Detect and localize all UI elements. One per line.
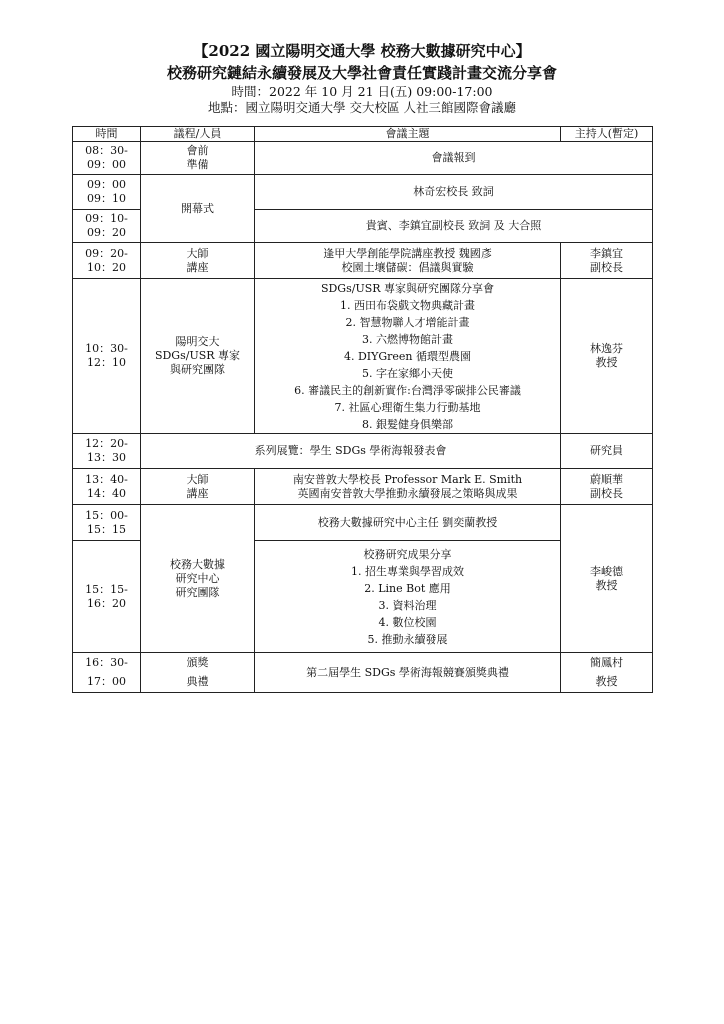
session-cell: 大師 講座 [141, 243, 255, 279]
header-session: 議程/人員 [141, 127, 255, 142]
table-row [73, 653, 653, 693]
time-cell: 10：30- 12：10 [73, 279, 141, 434]
topic-cell: 校務大數據研究中心主任 劉奕蘭教授 [255, 505, 561, 541]
document-header [0, 40, 724, 116]
session-cell: 頒獎 典禮 [141, 653, 255, 693]
session-cell: 大師 講座 [141, 469, 255, 505]
time-line: 時間：2022 年 10 月 21 日(五) 09:00-17:00 [231, 84, 493, 99]
header-topic: 會議主題 [255, 127, 561, 142]
host-cell: 李峻德 教授 [561, 505, 653, 653]
topic-cell: SDGs/USR 專家與研究團隊分享會 1. 西田布袋戲文物典藏計畫 2. 智慧物聯人才增能計畫 3. 六燃博物館計畫 4. DIYGreen 循環型農園 5. 字在家鄉小天使 6. 審議民主的創新實作:台灣淨零碳排公民審議 7. 社區心理衛生集力行動基地 8. 銀髮健身俱樂部 [255, 279, 561, 434]
topic-cell: 第二屆學生 SDGs 學術海報競賽頒獎典禮 [255, 653, 561, 693]
time-cell: 09：20- 10：20 [73, 243, 141, 279]
time-cell: 15：00- 15：15 [73, 505, 141, 541]
time-cell: 13：40- 14：40 [73, 469, 141, 505]
session-cell: 校務大數據 研究中心 研究團隊 [141, 505, 255, 653]
topic-cell: 貴賓、李鎮宜副校長 致詞 及 大合照 [255, 210, 653, 243]
time-cell: 16：30- 17：00 [73, 653, 141, 693]
table-row [73, 469, 653, 505]
host-cell: 研究員 [561, 434, 653, 469]
topic-cell: 林奇宏校長 致詞 [255, 175, 653, 210]
session-cell: 會前 準備 [141, 142, 255, 175]
time-cell: 12：20- 13：30 [73, 434, 141, 469]
topic-cell: 會議報到 [255, 142, 653, 175]
table-header-row [73, 127, 653, 142]
agenda-table [72, 126, 653, 693]
time-cell: 08：30- 09：00 [73, 142, 141, 175]
table-row [73, 279, 653, 434]
table-row [73, 505, 653, 541]
title-line-2: 校務研究鏈結永續發展及大學社會責任實踐計畫交流分享會 [166, 64, 557, 82]
host-cell: 簡鳳村 教授 [561, 653, 653, 693]
location-line: 地點：國立陽明交通大學 交大校區 人社三館國際會議廳 [208, 100, 516, 115]
time-cell: 09：00 09：10 [73, 175, 141, 210]
table-row [73, 243, 653, 279]
table-row [73, 175, 653, 210]
topic-cell: 逢甲大學創能學院講座教授 魏國彥 校園土壤儲碳：倡議與實驗 [255, 243, 561, 279]
topic-cell: 校務研究成果分享 1. 招生專業與學習成效 2. Line Bot 應用 3. 資料治理 4. 數位校園 5. 推動永續發展 [255, 541, 561, 653]
header-host: 主持人(暫定) [561, 127, 653, 142]
host-cell: 李鎮宜 副校長 [561, 243, 653, 279]
time-cell: 09：10- 09：20 [73, 210, 141, 243]
title-line-1: 【2022 國立陽明交通大學 校務大數據研究中心】 [193, 42, 531, 60]
session-cell: 開幕式 [141, 175, 255, 243]
host-cell: 蔚順華 副校長 [561, 469, 653, 505]
topic-cell: 南安普敦大學校長 Professor Mark E. Smith 英國南安普敦大學推動永續發展之策略與成果 [255, 469, 561, 505]
host-cell: 林逸芬 教授 [561, 279, 653, 434]
table-row [73, 142, 653, 175]
table-row [73, 434, 653, 469]
header-time: 時間 [73, 127, 141, 142]
time-cell: 15：15- 16：20 [73, 541, 141, 653]
topic-cell: 系列展覽：學生 SDGs 學術海報發表會 [141, 434, 561, 469]
session-cell: 陽明交大 SDGs/USR 專家 與研究團隊 [141, 279, 255, 434]
